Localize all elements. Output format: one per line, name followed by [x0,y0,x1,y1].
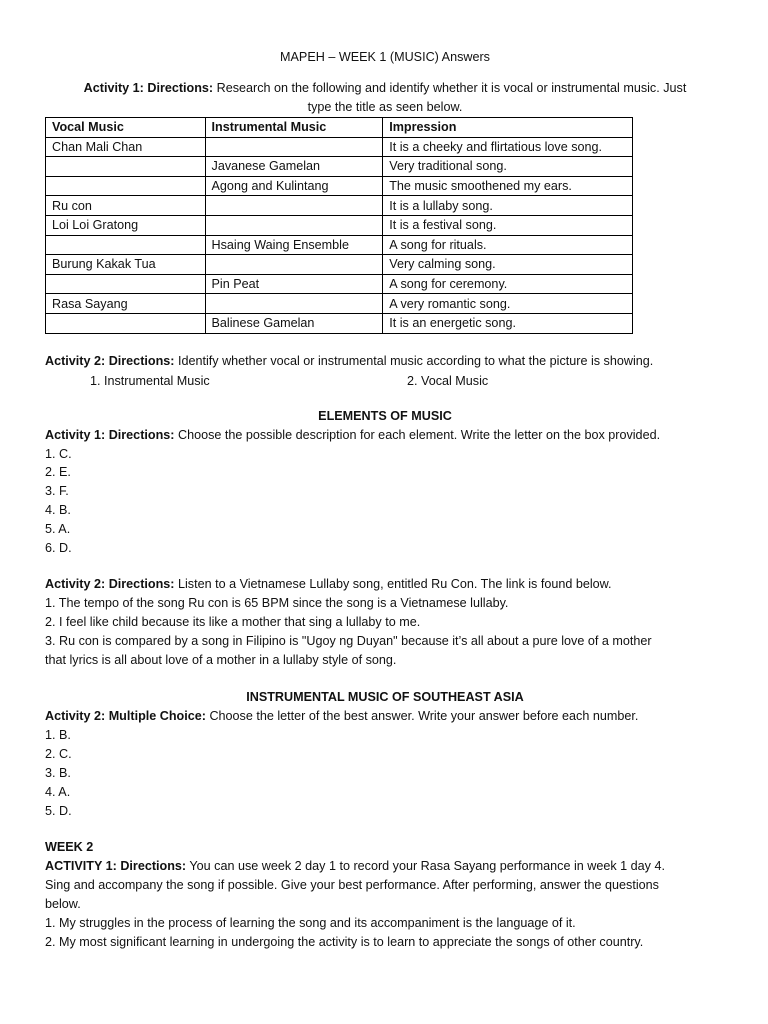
table-cell-vocal: Ru con [46,196,206,216]
table-cell-instrumental: Agong and Kulintang [205,176,383,196]
table-cell-instrumental: Balinese Gamelan [205,313,383,333]
table-row [46,294,633,314]
spacer [45,670,725,688]
elements-activity2-directions [45,575,725,594]
table-cell-instrumental [205,255,383,275]
instrumental-text: Choose the letter of the best answer. Write your answer before each number. [209,709,639,724]
table-cell-instrumental [205,196,383,216]
table-cell-vocal [46,313,206,333]
table-cell-impression: It is a cheeky and flirtatious love song. [383,137,633,157]
instrumental-answers [45,726,725,820]
elements-heading: ELEMENTS OF MUSIC [318,408,452,423]
activity2-answer-1: 1. Instrumental Music [90,373,210,388]
elements-activity1-directions [45,426,725,445]
list-item: 2. C. [45,747,72,762]
table-row [46,313,633,333]
week2-heading: WEEK 2 [45,840,94,855]
week2-text-line2: Sing and accompany the song if possible. Give your best performance. After performing, answer the questions [45,878,659,893]
list-item: 2. E. [45,465,71,480]
activity2-answer-2: 2. Vocal Music [407,373,489,388]
activity2-answers [45,371,725,391]
table-cell-impression: It is a lullaby song. [383,196,633,216]
elements-activity1-answers [45,445,725,558]
elements-activity2-label: Activity 2: Directions: [45,577,175,592]
table-cell-impression: A very romantic song. [383,294,633,314]
table-cell-vocal [46,176,206,196]
table-cell-instrumental [205,137,383,157]
list-item: 3. B. [45,765,71,780]
table-cell-impression: It is a festival song. [383,215,633,235]
week2-label: ACTIVITY 1: Directions: [45,859,187,874]
table-cell-vocal: Rasa Sayang [46,294,206,314]
week2-text-line1: You can use week 2 day 1 to record your Rasa Sayang performance in week 1 day 4. [189,859,665,874]
table-cell-vocal: Burung Kakak Tua [46,255,206,275]
elements-activity2-answer-2: 2. I feel like child because its like a mother that sing a lullaby to me. [45,615,421,630]
table-cell-vocal: Chan Mali Chan [46,137,206,157]
table-row [46,196,633,216]
table-row [46,215,633,235]
table-cell-vocal [46,274,206,294]
list-item: 4. A. [45,784,71,799]
activity1-directions [45,79,725,117]
activity1-text-line2: type the title as seen below. [307,100,463,114]
spacer [45,334,725,352]
table-cell-vocal: Loi Loi Gratong [46,215,206,235]
spacer [45,557,725,575]
elements-activity2-answer-3 [45,632,725,670]
table-cell-instrumental: Pin Peat [205,274,383,294]
table-cell-instrumental: Hsaing Waing Ensemble [205,235,383,255]
elements-activity1-text: Choose the possible description for each element. Write the letter on the box provided. [177,427,661,442]
table-cell-impression: A song for rituals. [383,235,633,255]
document-page [45,50,725,952]
instrumental-label: Activity 2: Multiple Choice: [45,709,206,724]
list-item: 5. D. [45,803,72,818]
week2-answer-2: 2. My most significant learning in undergoing the activity is to learn to appreciate the songs of other country. [45,935,644,950]
elements-activity2-answer-1: 1. The tempo of the song Ru con is 65 BPM since the song is a Vietnamese lullaby. [45,596,509,611]
list-item: 4. B. [45,502,71,517]
activity2-label: Activity 2: Directions: [45,353,175,368]
table-row [46,235,633,255]
instrumental-heading: INSTRUMENTAL MUSIC OF SOUTHEAST ASIA [246,690,524,705]
instrumental-directions [45,707,725,726]
table-cell-vocal [46,235,206,255]
week2-text-line3: below. [45,897,81,912]
table-row [46,137,633,157]
spacer [45,820,725,838]
elements-activity2-answer-3-line2: that lyrics is all about love of a mother in a lullaby style of song. [45,653,397,668]
table-cell-impression: It is an energetic song. [383,313,633,333]
activity1-label: Activity 1: Directions: [83,81,214,95]
document-title: MAPEH – WEEK 1 (MUSIC) Answers [280,50,490,64]
table-cell-impression: Very calming song. [383,255,633,275]
activity2-text: Identify whether vocal or instrumental music according to what the picture is showing. [177,353,654,368]
table-cell-impression: Very traditional song. [383,157,633,177]
table-row [46,274,633,294]
list-item: 5. A. [45,521,71,536]
week2-answer-1: 1. My struggles in the process of learning the song and its accompaniment is the language of it. [45,916,576,931]
elements-activity2-answer-3-line1: 3. Ru con is compared by a song in Filipino is "Ugoy ng Duyan" because it’s all about a pure love of a mother [45,634,652,649]
activity2-directions [45,352,725,371]
table-cell-instrumental [205,215,383,235]
activity1-text-line1: Research on the following and identify whether it is vocal or instrumental music. Just [216,81,687,95]
elements-activity2-text: Listen to a Vietnamese Lullaby song, entitled Ru Con. The link is found below. [177,577,612,592]
table-cell-impression: A song for ceremony. [383,274,633,294]
header-vocal-music: Vocal Music [46,118,206,138]
table-row [46,176,633,196]
table-row [46,157,633,177]
table-cell-vocal [46,157,206,177]
list-item: 1. B. [45,728,71,743]
table-row [46,255,633,275]
list-item: 1. C. [45,446,72,461]
table-cell-instrumental: Javanese Gamelan [205,157,383,177]
list-item: 3. F. [45,484,69,499]
table-header-row [46,118,633,138]
week2-directions [45,857,725,914]
table-cell-instrumental [205,294,383,314]
elements-activity1-label: Activity 1: Directions: [45,427,175,442]
header-impression: Impression [383,118,633,138]
table-cell-impression: The music smoothened my ears. [383,176,633,196]
header-instrumental-music: Instrumental Music [205,118,383,138]
music-table [45,117,633,334]
list-item: 6. D. [45,540,72,555]
